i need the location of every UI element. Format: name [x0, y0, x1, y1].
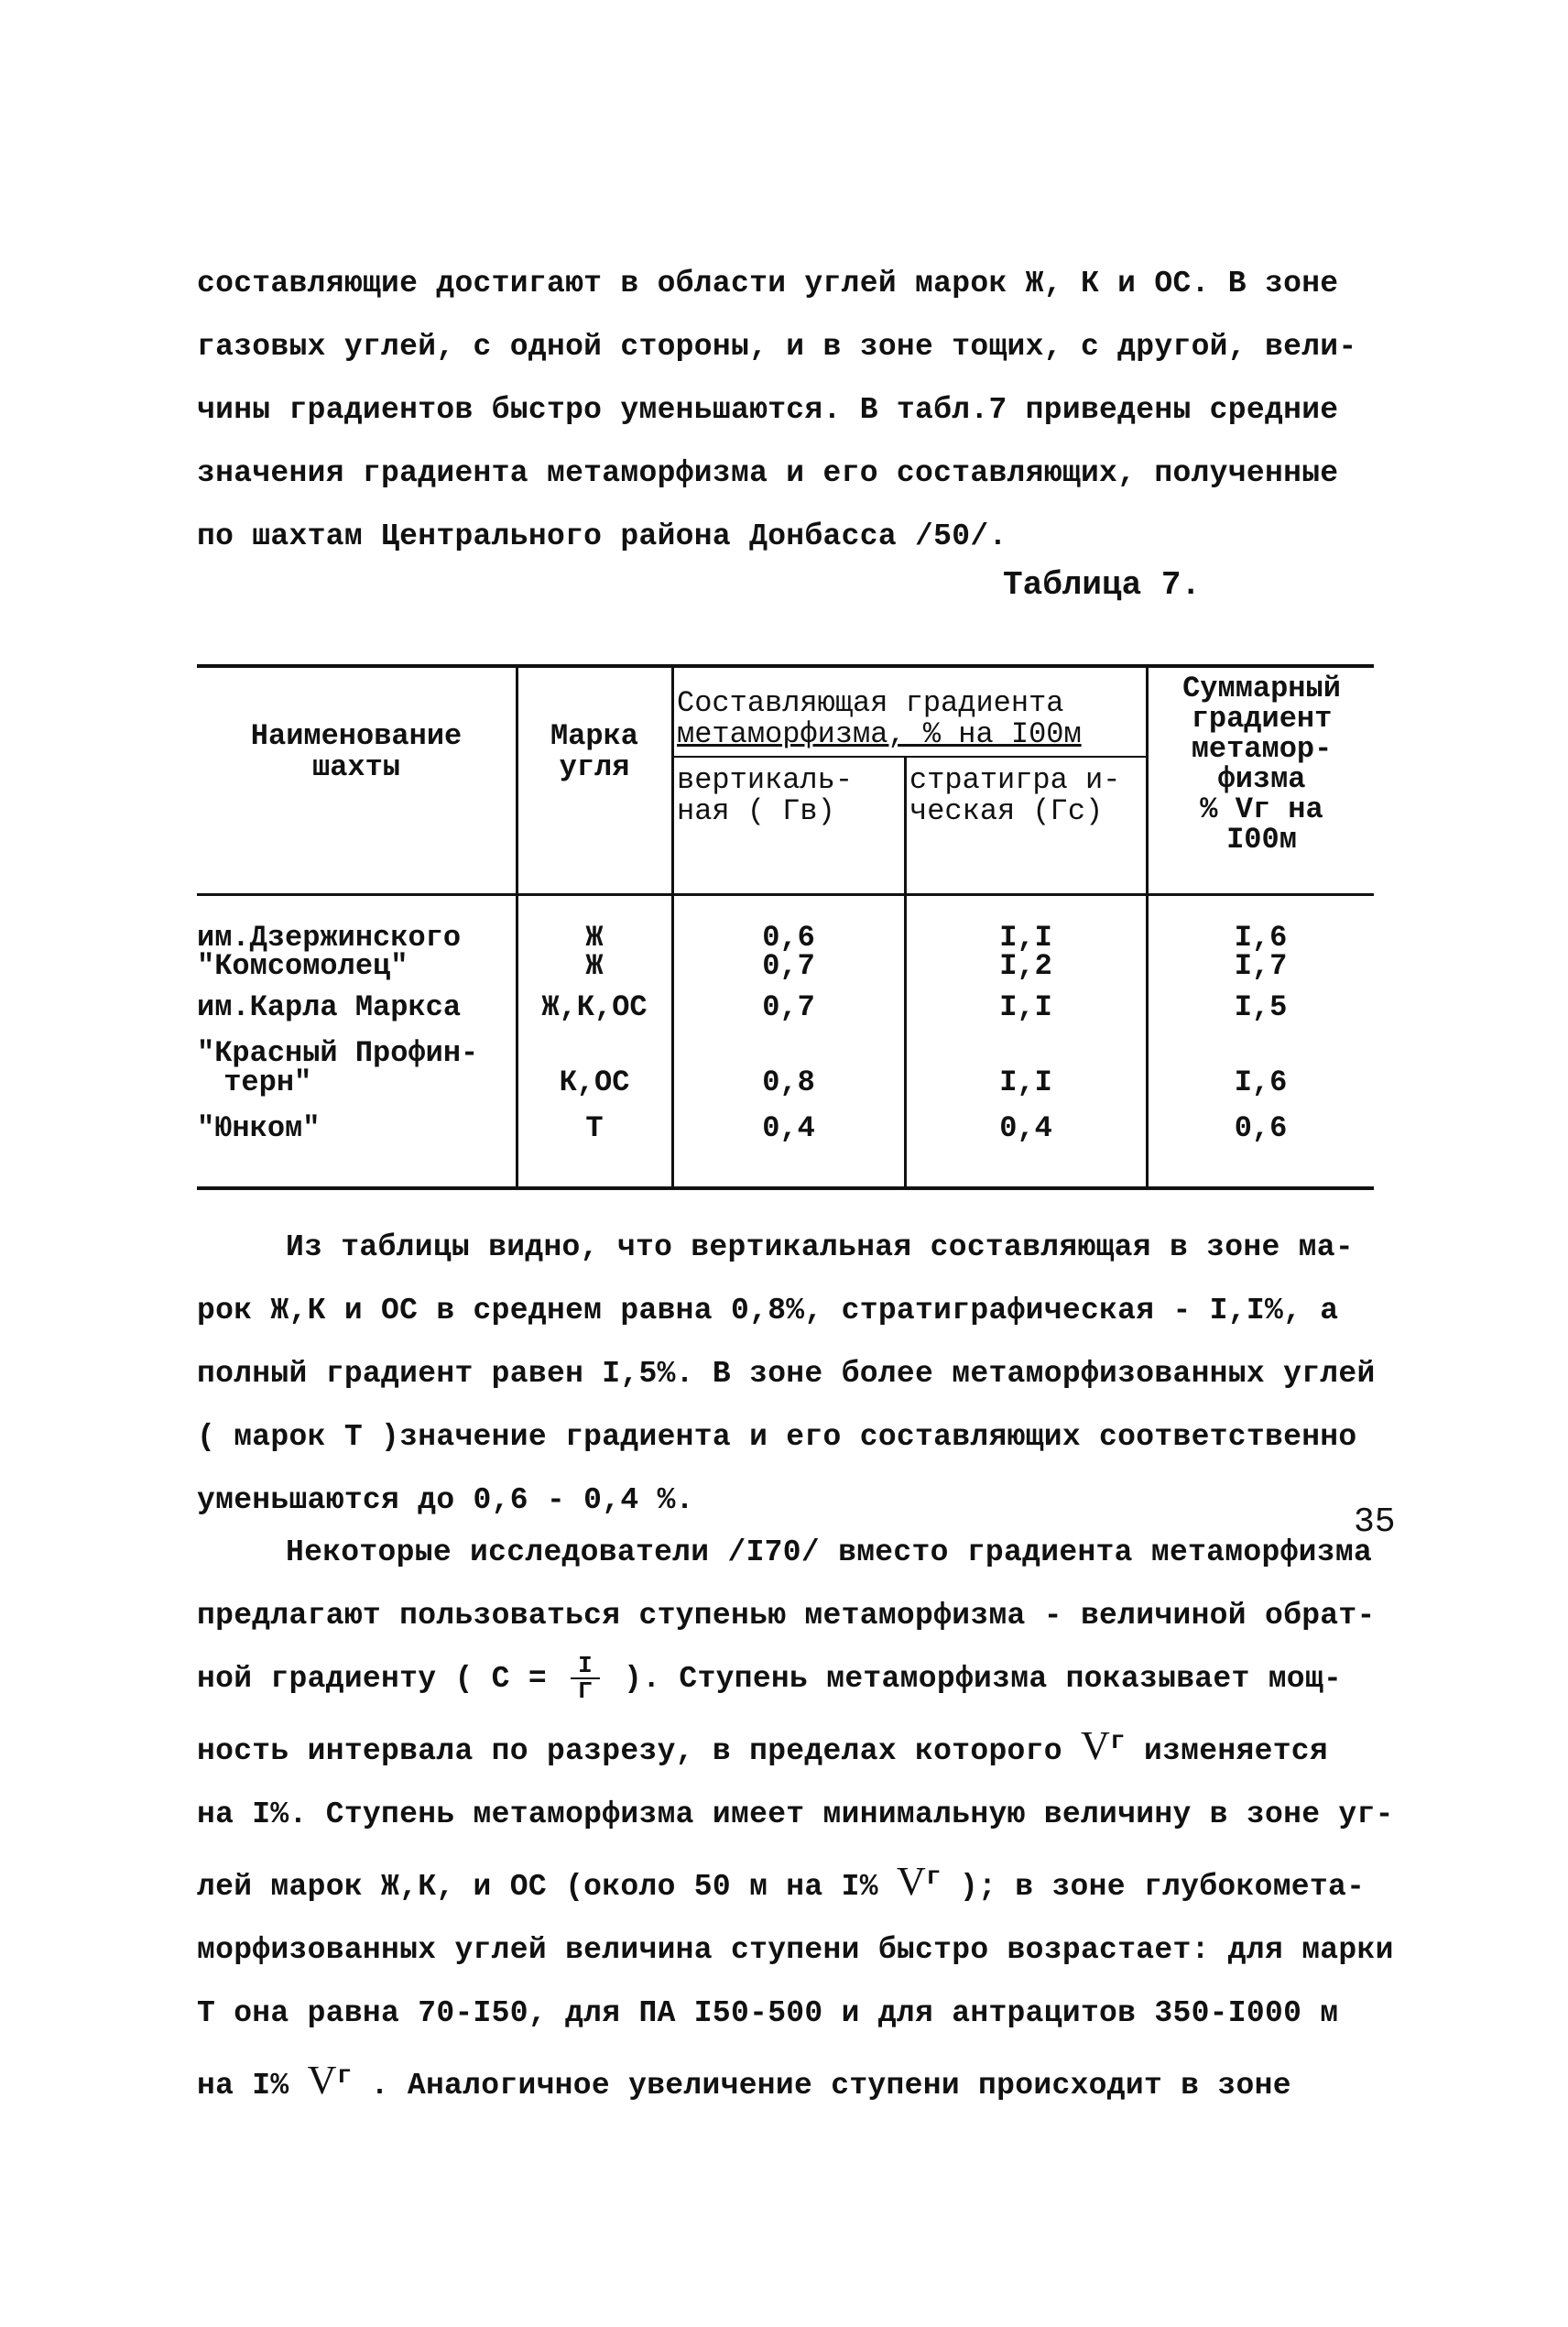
text-line: морфизованных углей величина ступени быстро возрастает: для марки	[197, 1933, 1394, 1967]
data-table	[197, 664, 1374, 1196]
page-number: 35	[1354, 1502, 1396, 1542]
text-line: Некоторые исследователи /I70/ вместо градиента метаморфизма	[286, 1535, 1373, 1569]
text-line: полный градиент равен I,5%. В зоне более метаморфизованных углей	[197, 1357, 1376, 1391]
cell-vertical: 0,8	[762, 1065, 815, 1099]
v-symbol: V	[1080, 1723, 1111, 1768]
header-grade: Марка угля	[550, 719, 638, 784]
text-line: предлагают пользоваться ступенью метаморфизма - величиной обрат-	[197, 1599, 1376, 1633]
header-total: Суммарный градиент метамор- физма % Vг на I00м	[1182, 672, 1341, 857]
table-caption: Таблица 7.	[1003, 566, 1202, 604]
text-line: рок Ж,К и ОС в среднем равна 0,8%, стратиграфическая - I,I%, а	[197, 1294, 1339, 1327]
table-bottom-rule	[197, 1186, 1374, 1190]
cell-name: "Юнком"	[197, 1111, 321, 1145]
cell-total: I,6	[1234, 921, 1288, 955]
text-line: ( марок Т )значение градиента и его составляющих соответственно	[197, 1420, 1357, 1454]
cell-name: "Комсомолец"	[197, 949, 408, 983]
cell-name: "Красный Профин-	[197, 1036, 479, 1070]
text-line: Из таблицы видно, что вертикальная составляющая в зоне ма-	[286, 1230, 1354, 1264]
v-superscript: г	[336, 2062, 353, 2091]
cell-vertical: 0,7	[762, 949, 815, 983]
text-line: на I%. Ступень метаморфизма имеет минимальную величину в зоне уг-	[197, 1797, 1394, 1831]
cell-strat: I,I	[999, 990, 1052, 1024]
cell-grade: Ж	[585, 921, 604, 955]
cell-name: им.Дзержинского	[197, 921, 462, 955]
cell-total: I,7	[1234, 949, 1288, 983]
cell-total: I,5	[1234, 990, 1288, 1024]
text-line: ной градиенту ( С = $\frac{I}{Г}$ ). Ступень метаморфизма показывает мощ-	[197, 1652, 1343, 1706]
cell-grade: К,ОС	[559, 1065, 630, 1099]
text-line: лей марок Ж,К, и ОС (около 50 м на I% $V^г$ ); в зоне глубокомета-	[197, 1859, 1366, 1904]
cell-strat: I,I	[999, 1065, 1052, 1099]
cell-strat: 0,4	[999, 1111, 1052, 1145]
v-symbol: V	[307, 2058, 337, 2103]
cell-total: I,6	[1234, 1065, 1288, 1099]
table-header-rule	[197, 893, 1374, 896]
table-top-rule	[197, 664, 1374, 668]
cell-strat: I,2	[999, 949, 1052, 983]
cell-grade: Ж	[585, 949, 604, 983]
cell-vertical: 0,6	[762, 921, 815, 955]
intro-paragraph	[197, 252, 1388, 568]
header-name: Наименование шахты	[250, 719, 463, 784]
v-symbol: V	[896, 1859, 927, 1904]
paragraph-3	[197, 1521, 1394, 2117]
paragraph-2	[197, 1216, 1388, 1532]
text-line: газовых углей, с одной стороны, и в зоне тощих, с другой, вели-	[197, 330, 1357, 364]
cell-name: им.Карла Маркса	[197, 990, 462, 1024]
cell-total: 0,6	[1234, 1111, 1288, 1145]
cell-grade: Ж,К,ОС	[541, 990, 648, 1024]
cell-vertical: 0,7	[762, 990, 815, 1024]
v-superscript: г	[1110, 1728, 1126, 1756]
text-line: по шахтам Центрального района Донбасса /50/.	[197, 519, 1007, 553]
header-vertical: вертикаль- ная ( Гв)	[677, 763, 854, 828]
text-line: уменьшаются до 0,6 - 0,4 %.	[197, 1483, 694, 1517]
fraction-formula: $\frac{I}{Г}$	[571, 1654, 600, 1703]
text-line: ность интервала по разрезу, в пределах которого $V^г$ изменяется	[197, 1723, 1329, 1768]
component-subheader-rule	[671, 756, 1146, 758]
text-line: на I% $V^г$ . Аналогичное увеличение ступени происходит в зоне	[197, 2058, 1291, 2103]
cell-strat: I,I	[999, 921, 1052, 955]
cell-vertical: 0,4	[762, 1111, 815, 1145]
cell-grade: Т	[585, 1111, 604, 1145]
text-line: Т она равна 70-I50, для ПА I50-500 и для антрацитов 350-I000 м	[197, 1996, 1339, 2030]
cell-name: терн"	[206, 1065, 312, 1099]
text-line: чины градиентов быстро уменьшаются. В табл.7 приведены средние	[197, 393, 1339, 427]
header-stratigraphic: стратигра и- ческая (Гс)	[909, 763, 1121, 828]
text-line: составляющие достигают в области углей марок Ж, К и ОС. В зоне	[197, 267, 1339, 300]
text-line: значения градиента метаморфизма и его составляющих, полученные	[197, 456, 1339, 490]
header-component: Составляющая градиента метаморфизма, % на I00м	[677, 686, 1082, 751]
v-superscript: г	[926, 1863, 942, 1892]
